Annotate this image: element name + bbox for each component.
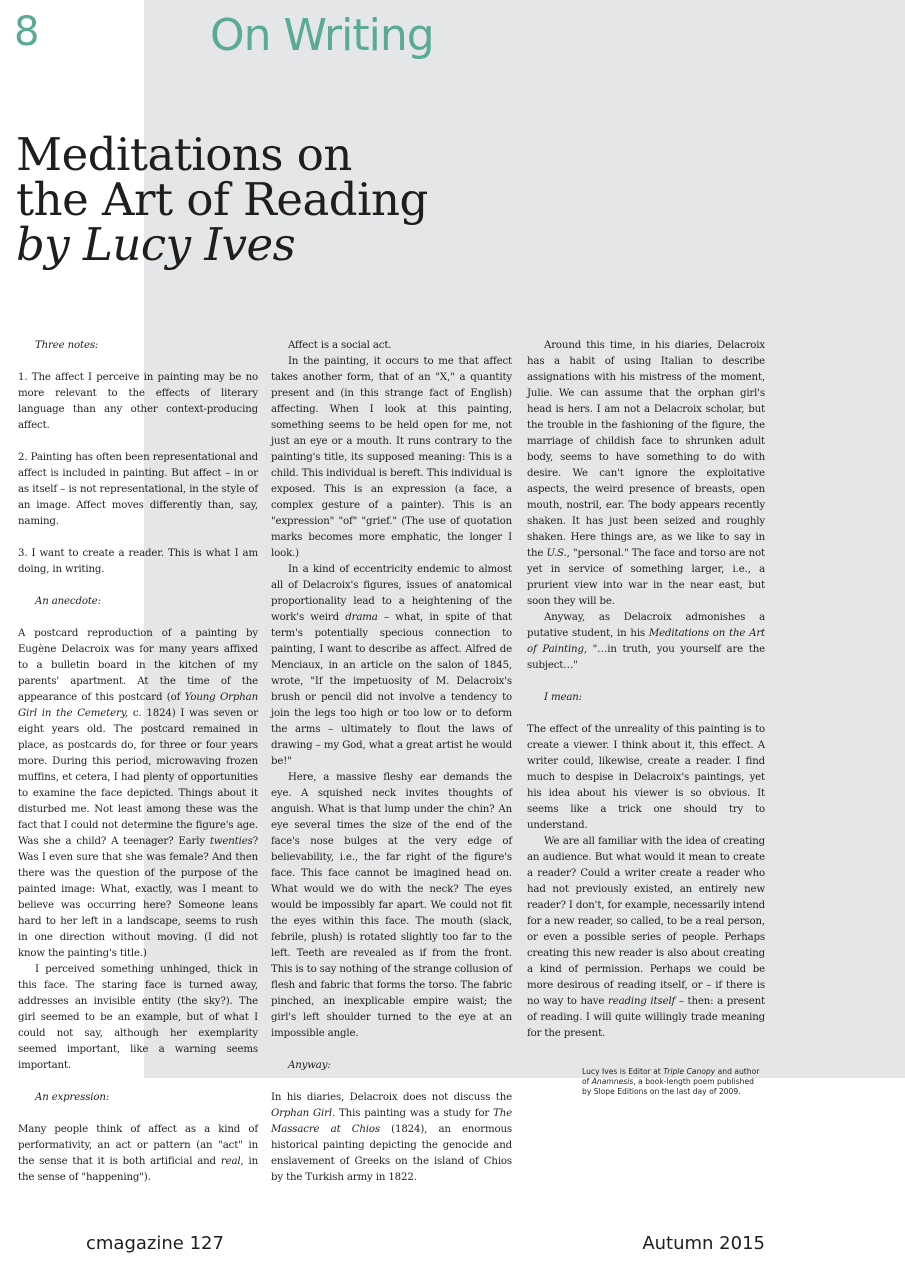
note-1: 1. The affect I perceive in painting may be no more relevant to the effects of literary language than any other context-producing affect.: [18, 372, 258, 431]
author-byline: by Lucy Ives: [16, 218, 296, 271]
subhead-anyway: Anyway:: [288, 1060, 331, 1071]
author-note: Lucy Ives is Editor at Triple Canopy and author of Anamnesis, a book-length poem published by Slope Editions on the last day of 2009.: [582, 1067, 760, 1096]
paragraph: Many people think of affect as a kind of performativity, an act or pattern (an "act" in the sense that it is both artificial and real, in the sense of "happening").: [18, 1124, 259, 1183]
text-column-2: [271, 338, 512, 1186]
footer-season: Autumn 2015: [642, 1233, 765, 1254]
section-title: On Writing: [210, 10, 434, 61]
paragraph: I perceived something unhinged, thick in this face. The staring face is turned away, addresses an invisible entity (the sky?). The girl seemed to be an example, but of what I could not say, although her exemplarity seemed important, like a warning seems important.: [18, 964, 258, 1071]
subhead-expression: An expression:: [35, 1092, 110, 1103]
paragraph: A postcard reproduction of a painting by Eugène Delacroix was for many years affixed to a bulletin board in the kitchen of my parents' apartment. At the time of the appearance of this postcard (of Young Orphan Girl in the Cemetery, c. 1824) I was seven or eight years old. The postcard remained in place, as postcards do, for three or four years more. During this period, microwaving frozen muffins, et cetera, I had plenty of opportunities to examine the face depicted. Things about it disturbed me. Not least among these was the fact that I could not determine the figure's age. Was she a child? A teenager? Early twenties? Was I even sure that she was female? And then there was the question of the purpose of the painted image: What, exactly, was I meant to believe was occurring here? Someone leans hard to her left in a landscape, seems to rush in one direction without moving. (I did not know the painting's title.): [18, 628, 258, 959]
note-2: 2. Painting has often been representational and affect is included in painting. But affect – in or as itself – is not representational, in the style of an image. Affect moves differently than, say, naming.: [18, 452, 258, 527]
paragraph: In a kind of eccentricity endemic to almost all of Delacroix's figures, issues of anatomical proportionality lead to a heightening of the work's weird drama – what, in spite of that term's potentially specious connection to painting, I want to describe as affect. Alfred de Menciaux, in an article on the salon of 1845, wrote, "If the impetuosity of M. Delacroix's brush or pencil did not involve a tendency to join the legs too high or too low or to deform the arms – ultimately to flout the laws of drawing – my God, what a great artist he would be!": [271, 564, 513, 767]
note-3: 3. I want to create a reader. This is what I am doing, in writing.: [18, 548, 258, 575]
subhead-three-notes: Three notes:: [35, 340, 99, 351]
page-number: 8: [14, 9, 40, 55]
article-title: [16, 128, 428, 271]
paragraph: We are all familiar with the idea of creating an audience. But what would it mean to create a reader? Could a writer create a reader who had not previously existed, an entirely new reader? I don't, for example, necessarily intend for a new reader, so called, to be a real person, or even a possible series of people. Perhaps creating this new reader is also about creating a kind of permission. Perhaps we could be more desirous of reading itself, or – if there is no way to have reading itself – then: a present of reading. I will quite willingly trade meaning for the present.: [527, 836, 765, 1039]
paragraph: In the painting, it occurs to me that affect takes another form, that of an "X," a quantity present and (in this strange fact of English) affecting. When I look at this painting, something seems to be held open for me, not just an eye or a mouth. It runs contrary to the painting's title, its supposed meaning: This is a child. This individual is bereft. This individual is exposed. This is an expression (a face, a complex gesture of a painter). This is an "expression" "of" "grief." (The use of quotation marks becomes more emphatic, the longer I look.): [271, 356, 512, 559]
text-column-1: [18, 338, 258, 1186]
paragraph: In his diaries, Delacroix does not discuss the Orphan Girl. This painting was a study for The Massacre at Chios (1824), an enormous historical painting depicting the genocide and enslavement of Greeks on the island of Chios by the Turkish army in 1822.: [271, 1092, 512, 1183]
footer-magazine-issue: cmagazine 127: [86, 1233, 224, 1254]
title-line-1: Meditations on: [16, 128, 352, 181]
subhead-i-mean: I mean:: [544, 692, 582, 703]
paragraph: Anyway, as Delacroix admonishes a putative student, in his Meditations on the Art of Painting, "…in truth, you yourself are the subject…": [527, 612, 765, 671]
paragraph: Here, a massive fleshy ear demands the eye. A squished neck invites thoughts of anguish. What is that lump under the chin? An eye several times the size of the end of the face's nose bulges at the very edge of believability, i.e., the far right of the figure's face. This face cannot be imagined head on. What would we do with the neck? The eyes would be impossibly far apart. We could not fit the eyes within this face. The mouth (slack, febrile, plush) is rotated slightly too far to the left. Teeth are revealed as if from the front. This is to say nothing of the strange collusion of flesh and fabric that forms the torso. The fabric pinched, an inexplicable empire waist; the girl's left shoulder turned to the eye at an impossible angle.: [271, 772, 512, 1039]
title-line-2: the Art of Reading: [16, 173, 428, 226]
text-column-3: [527, 338, 765, 1042]
subhead-anecdote: An anecdote:: [35, 596, 101, 607]
paragraph: The effect of the unreality of this painting is to create a viewer. I think about it, this effect. A writer could, likewise, create a reader. I find much to despise in Delacroix's paintings, yet his idea about his viewer is so obvious. It seems like a trick one should try to understand.: [527, 724, 765, 831]
paragraph: Around this time, in his diaries, Delacroix has a habit of using Italian to describe assignations with his mistress of the moment, Julie. We can assume that the orphan girl's head is hers. I am not a Delacroix scholar, but the trouble in the fashioning of the figure, the marriage of childish face to shrunken adult body, seems to have something to do with desire. We can't ignore the exploitative aspects, the weird presence of breasts, open mouth, nostril, ear. The body appears recently shaken. It has just been seized and roughly shaken. Here things are, as we like to say in the U.S., "personal." The face and torso are not yet in service of something larger, i.e., a prurient view into war in the near east, but soon they will be.: [527, 340, 765, 607]
paragraph: Affect is a social act.: [288, 340, 392, 351]
